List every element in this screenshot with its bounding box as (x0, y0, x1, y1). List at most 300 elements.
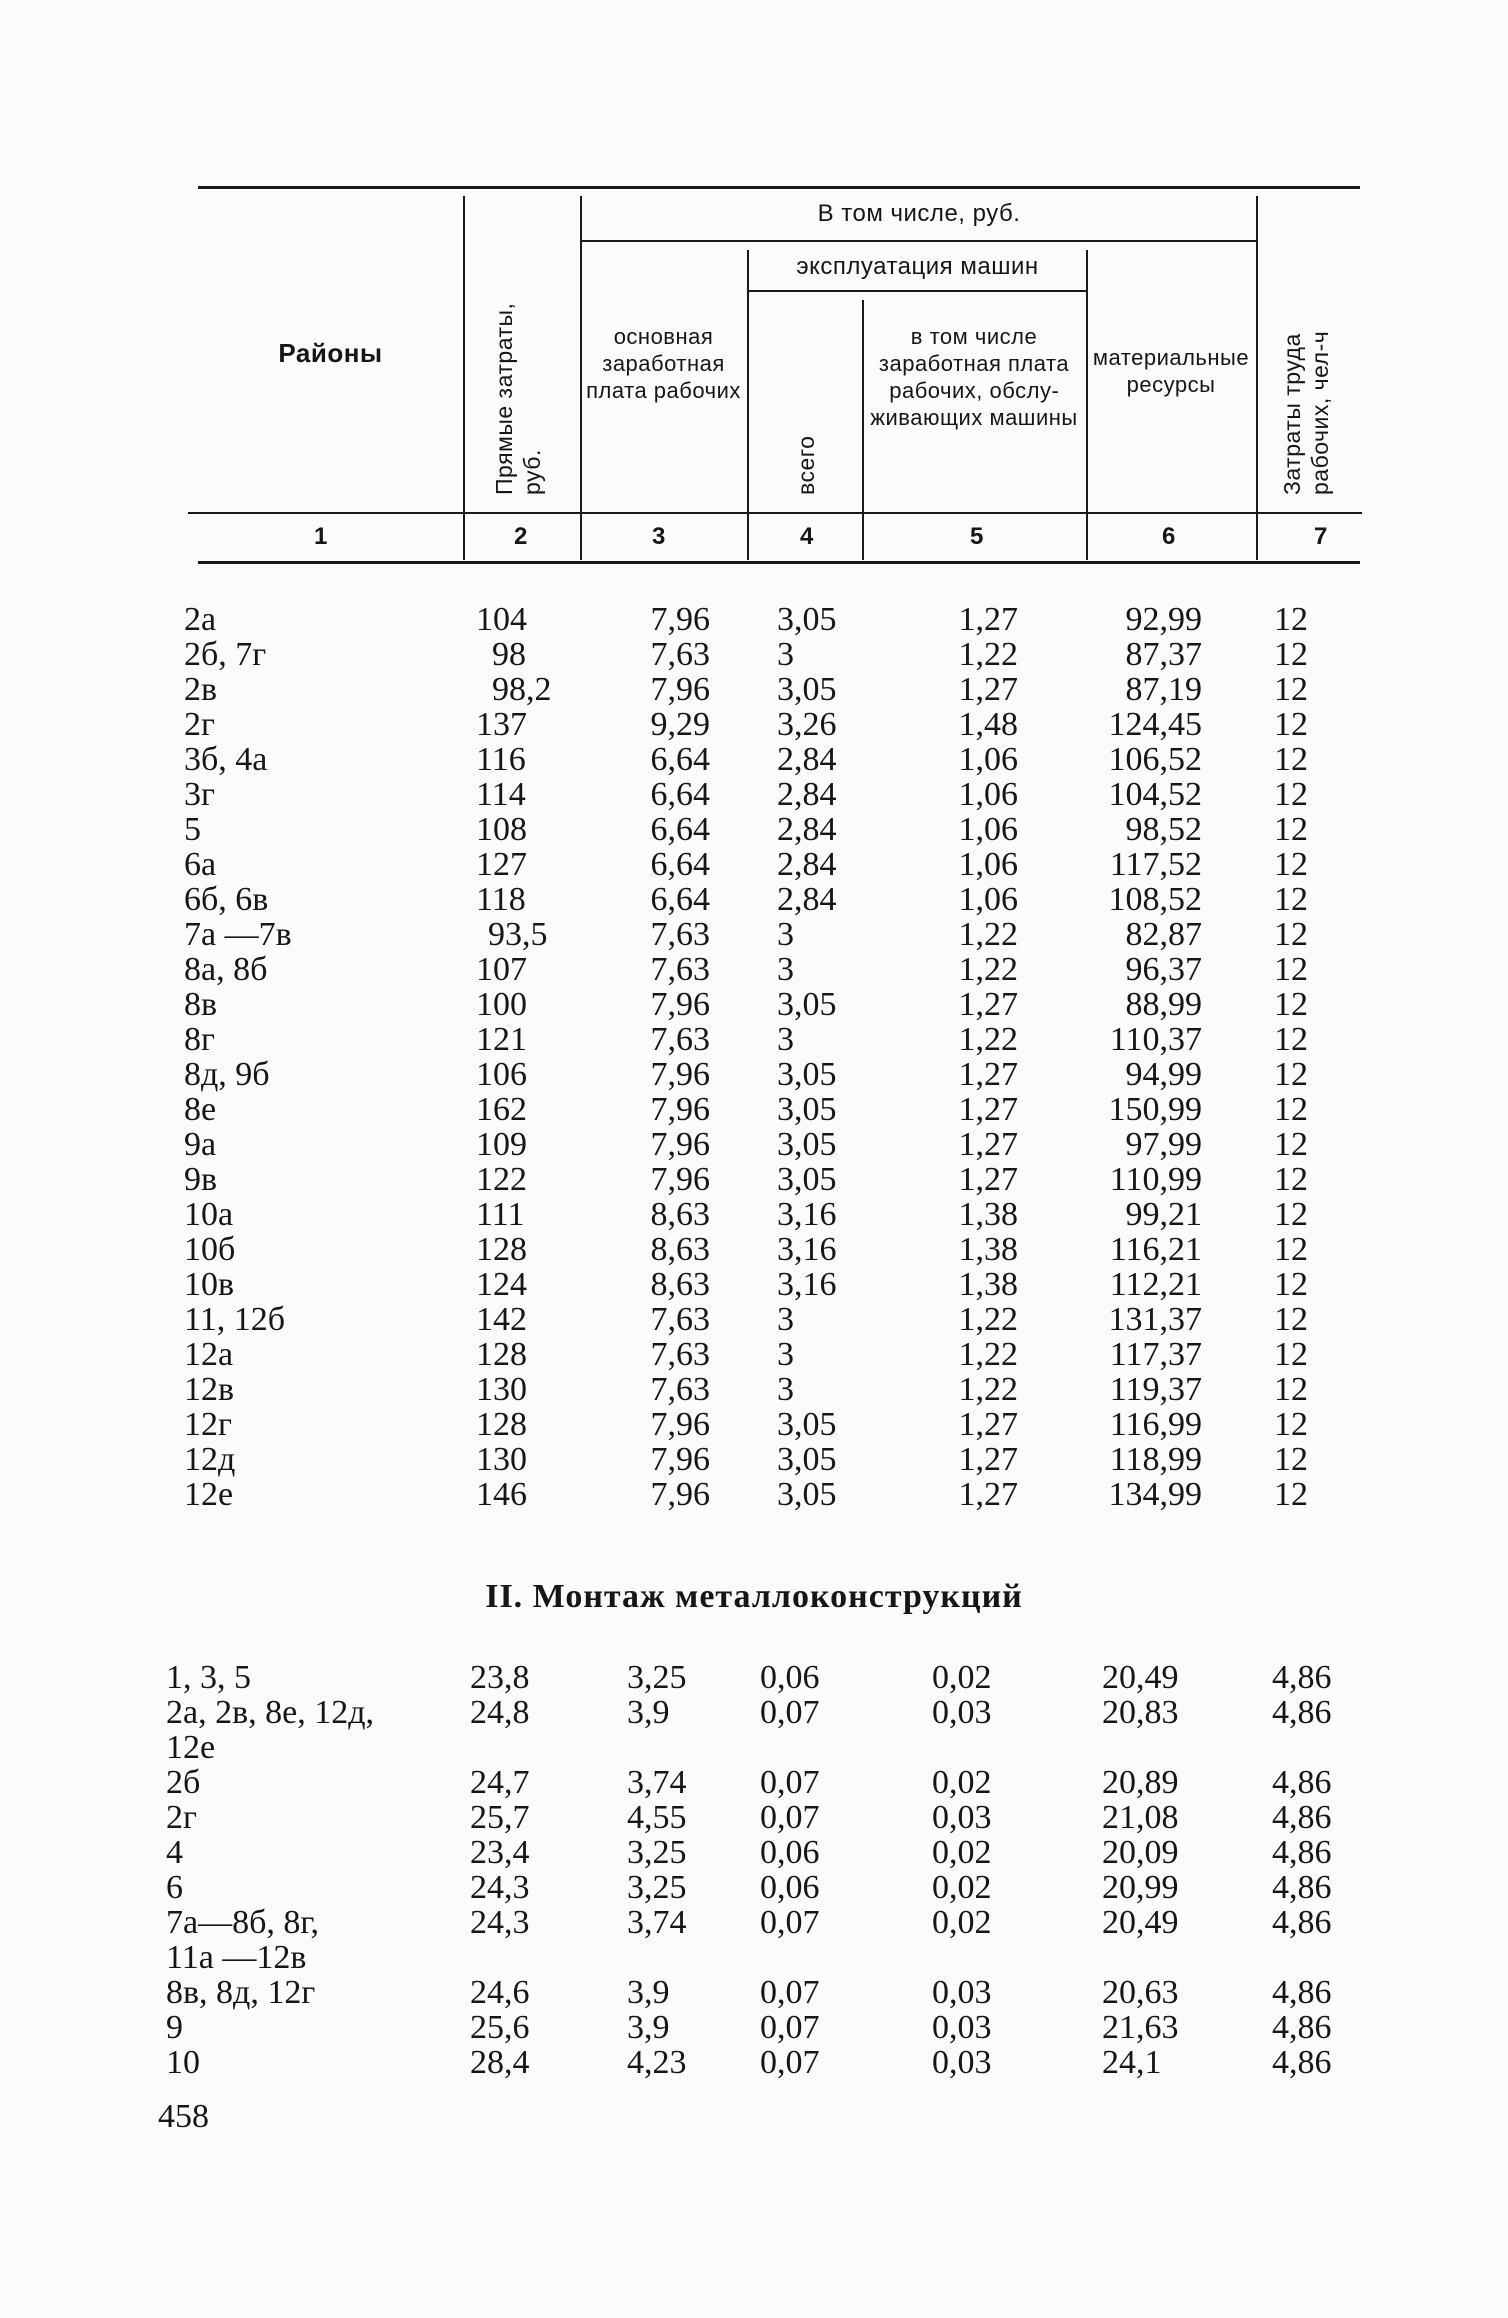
region-cell: 9а (184, 1126, 217, 1163)
header-incl: В том числе, руб. (817, 200, 1021, 227)
materials-cell: 92,99 (1125, 601, 1202, 638)
basic-wage-cell: 7,63 (650, 1371, 710, 1408)
labor-cell: 12 (1274, 1301, 1308, 1338)
table-row (0, 1730, 1508, 1765)
header-rule-machines (749, 290, 1086, 292)
direct-cost-cell: 28,4 (470, 2044, 530, 2081)
table-row (0, 1197, 1508, 1232)
table-row (0, 1372, 1508, 1407)
labor-cell: 4,86 (1272, 2009, 1332, 2046)
column-number: 4 (800, 523, 814, 550)
direct-cost-cell: 137 (476, 706, 527, 743)
materials-cell: 106,52 (1108, 741, 1202, 778)
labor-cell: 12 (1274, 1091, 1308, 1128)
labor-cell: 12 (1274, 1231, 1308, 1268)
labor-cell: 12 (1274, 916, 1308, 953)
labor-cell: 12 (1274, 1266, 1308, 1303)
table-row (0, 1092, 1508, 1127)
header-divider (1256, 196, 1258, 560)
region-cell: 11, 12б (184, 1301, 286, 1338)
table-row (0, 2010, 1508, 2045)
basic-wage-cell: 3,9 (627, 1974, 670, 2011)
table-row (0, 672, 1508, 707)
region-cell: 12г (184, 1406, 232, 1443)
table-row (0, 742, 1508, 777)
materials-cell: 87,37 (1125, 636, 1202, 673)
basic-wage-cell: 3,74 (627, 1904, 687, 1941)
region-cell: 2г (166, 1799, 197, 1836)
region-cell: 10в (184, 1266, 235, 1303)
basic-wage-cell: 3,25 (627, 1834, 687, 1871)
machines-wage-cell: 1,22 (958, 1336, 1018, 1373)
header-machines-wage: в том числе заработная плата рабочих, обслуживающих машины (870, 324, 1078, 430)
region-cell: 12д (184, 1441, 236, 1478)
machines-total-cell: 3,05 (777, 1091, 837, 1128)
table-row (0, 1660, 1508, 1695)
direct-cost-cell: 25,6 (470, 2009, 530, 2046)
basic-wage-cell: 3,9 (627, 1694, 670, 1731)
region-cell: 10 (166, 2044, 200, 2081)
machines-total-cell: 3,16 (777, 1231, 837, 1268)
machines-wage-cell: 0,02 (932, 1904, 992, 1941)
header-machines: эксплуатация машин (796, 253, 1039, 280)
basic-wage-cell: 7,96 (650, 1056, 710, 1093)
machines-total-cell: 3,16 (777, 1266, 837, 1303)
materials-cell: 110,99 (1109, 1161, 1202, 1198)
machines-total-cell: 3,05 (777, 1476, 837, 1513)
machines-wage-cell: 1,27 (958, 986, 1018, 1023)
materials-cell: 24,1 (1102, 2044, 1162, 2081)
basic-wage-cell: 7,96 (650, 671, 710, 708)
machines-wage-cell: 1,38 (958, 1231, 1018, 1268)
region-cell: 2а (184, 601, 217, 638)
header-divider (580, 196, 582, 560)
header-materials: материальные ресурсы (1092, 345, 1250, 397)
table-row (0, 952, 1508, 987)
region-cell: 9в (184, 1161, 218, 1198)
direct-cost-cell: 24,3 (470, 1869, 530, 1906)
materials-cell: 20,89 (1102, 1764, 1179, 1801)
labor-cell: 4,86 (1272, 2044, 1332, 2081)
direct-cost-cell: 23,8 (470, 1659, 530, 1696)
machines-total-cell: 3,05 (777, 601, 837, 638)
table-row (0, 637, 1508, 672)
table-row (0, 1975, 1508, 2010)
direct-cost-cell: 24,6 (470, 1974, 530, 2011)
machines-wage-cell: 1,27 (958, 1056, 1018, 1093)
machines-total-cell: 0,07 (760, 1694, 820, 1731)
machines-wage-cell: 0,02 (932, 1834, 992, 1871)
machines-total-cell: 3,05 (777, 671, 837, 708)
table-row (0, 917, 1508, 952)
labor-cell: 12 (1274, 986, 1308, 1023)
basic-wage-cell: 4,55 (627, 1799, 687, 1836)
basic-wage-cell: 9,29 (650, 706, 710, 743)
machines-wage-cell: 1,06 (958, 881, 1018, 918)
materials-cell: 87,19 (1125, 671, 1202, 708)
machines-total-cell: 3 (777, 1336, 794, 1373)
table-row (0, 987, 1508, 1022)
materials-cell: 150,99 (1108, 1091, 1202, 1128)
machines-wage-cell: 0,02 (932, 1659, 992, 1696)
direct-cost-cell: 100 (476, 986, 527, 1023)
region-cell: 12а (184, 1336, 234, 1373)
table-row (0, 1870, 1508, 1905)
materials-cell: 20,99 (1102, 1869, 1179, 1906)
region-cell: 3б, 4а (184, 741, 268, 778)
machines-total-cell: 0,06 (760, 1869, 820, 1906)
machines-total-cell: 3 (777, 916, 794, 953)
basic-wage-cell: 8,63 (650, 1196, 710, 1233)
table-row (0, 1835, 1508, 1870)
materials-cell: 117,37 (1109, 1336, 1202, 1373)
column-number: 1 (314, 523, 328, 550)
region-cell: 6 (166, 1869, 183, 1906)
direct-cost-cell: 98,2 (492, 671, 552, 708)
region-cell: 12е (166, 1729, 216, 1766)
machines-wage-cell: 0,02 (932, 1869, 992, 1906)
table-row (0, 882, 1508, 917)
labor-cell: 12 (1274, 881, 1308, 918)
materials-cell: 20,63 (1102, 1974, 1179, 2011)
machines-total-cell: 0,07 (760, 1904, 820, 1941)
header-basic-wage: основная заработная плата рабочих (586, 324, 741, 403)
table-row (0, 1022, 1508, 1057)
machines-wage-cell: 1,38 (958, 1196, 1018, 1233)
labor-cell: 12 (1274, 811, 1308, 848)
materials-cell: 20,09 (1102, 1834, 1179, 1871)
labor-cell: 4,86 (1272, 1764, 1332, 1801)
materials-cell: 20,83 (1102, 1694, 1179, 1731)
materials-cell: 117,52 (1109, 846, 1202, 883)
labor-cell: 12 (1274, 1056, 1308, 1093)
region-cell: 1, 3, 5 (166, 1659, 251, 1696)
direct-cost-cell: 116 (476, 741, 526, 778)
basic-wage-cell: 6,64 (650, 846, 710, 883)
table-row (0, 1302, 1508, 1337)
basic-wage-cell: 4,23 (627, 2044, 687, 2081)
region-cell: 7а —7в (184, 916, 292, 953)
direct-cost-cell: 108 (476, 811, 527, 848)
table-row (0, 812, 1508, 847)
materials-cell: 134,99 (1108, 1476, 1202, 1513)
table-row (0, 777, 1508, 812)
direct-cost-cell: 128 (476, 1336, 527, 1373)
materials-cell: 116,21 (1109, 1231, 1202, 1268)
region-cell: 2а, 2в, 8е, 12д, (166, 1694, 375, 1731)
materials-cell: 118,99 (1109, 1441, 1202, 1478)
labor-cell: 12 (1274, 1476, 1308, 1513)
materials-cell: 99,21 (1125, 1196, 1202, 1233)
direct-cost-cell: 114 (476, 776, 526, 813)
machines-wage-cell: 0,03 (932, 2009, 992, 2046)
machines-wage-cell: 0,03 (932, 1974, 992, 2011)
direct-cost-cell: 24,7 (470, 1764, 530, 1801)
table-row (0, 1477, 1508, 1512)
machines-total-cell: 0,07 (760, 2044, 820, 2081)
table-row (0, 1337, 1508, 1372)
basic-wage-cell: 6,64 (650, 776, 710, 813)
machines-wage-cell: 1,27 (958, 601, 1018, 638)
header-top-rule (198, 186, 1360, 189)
labor-cell: 12 (1274, 1406, 1308, 1443)
basic-wage-cell: 6,64 (650, 741, 710, 778)
direct-cost-cell: 162 (476, 1091, 527, 1128)
table-row (0, 707, 1508, 742)
table-row (0, 847, 1508, 882)
materials-cell: 124,45 (1108, 706, 1202, 743)
table-row (0, 1940, 1508, 1975)
labor-cell: 12 (1274, 846, 1308, 883)
labor-cell: 4,86 (1272, 1974, 1332, 2011)
basic-wage-cell: 3,74 (627, 1764, 687, 1801)
basic-wage-cell: 7,96 (650, 1441, 710, 1478)
materials-cell: 21,63 (1102, 2009, 1179, 2046)
labor-cell: 12 (1274, 636, 1308, 673)
machines-total-cell: 0,06 (760, 1659, 820, 1696)
machines-wage-cell: 1,06 (958, 741, 1018, 778)
region-cell: 2б, 7г (184, 636, 267, 673)
table-row (0, 602, 1508, 637)
labor-cell: 12 (1274, 1161, 1308, 1198)
region-cell: 12в (184, 1371, 235, 1408)
direct-cost-cell: 24,3 (470, 1904, 530, 1941)
table-row (0, 2045, 1508, 2080)
header-regions: Районы (278, 338, 383, 368)
table-row (0, 1695, 1508, 1730)
machines-total-cell: 0,07 (760, 1764, 820, 1801)
region-cell: 8а, 8б (184, 951, 268, 988)
labor-cell: 12 (1274, 601, 1308, 638)
labor-cell: 4,86 (1272, 1659, 1332, 1696)
table-row (0, 1162, 1508, 1197)
basic-wage-cell: 7,96 (650, 1161, 710, 1198)
materials-cell: 116,99 (1109, 1406, 1202, 1443)
machines-total-cell: 0,07 (760, 1974, 820, 2011)
table-row (0, 1765, 1508, 1800)
basic-wage-cell: 7,96 (650, 1091, 710, 1128)
region-cell: 12е (184, 1476, 234, 1513)
labor-cell: 12 (1274, 706, 1308, 743)
basic-wage-cell: 7,63 (650, 916, 710, 953)
materials-cell: 110,37 (1109, 1021, 1202, 1058)
machines-wage-cell: 1,22 (958, 916, 1018, 953)
page-number: 458 (158, 2098, 209, 2135)
materials-cell: 82,87 (1125, 916, 1202, 953)
direct-cost-cell: 23,4 (470, 1834, 530, 1871)
basic-wage-cell: 7,63 (650, 951, 710, 988)
basic-wage-cell: 7,63 (650, 1336, 710, 1373)
region-cell: 8е (184, 1091, 217, 1128)
direct-cost-cell: 107 (476, 951, 527, 988)
basic-wage-cell: 3,25 (627, 1869, 687, 1906)
table-row (0, 1057, 1508, 1092)
direct-cost-cell: 111 (476, 1196, 525, 1233)
machines-total-cell: 2,84 (777, 811, 837, 848)
labor-cell: 4,86 (1272, 1694, 1332, 1731)
machines-total-cell: 3 (777, 1301, 794, 1338)
direct-cost-cell: 93,5 (488, 916, 548, 953)
machines-wage-cell: 1,27 (958, 1441, 1018, 1478)
direct-cost-cell: 124 (476, 1266, 527, 1303)
basic-wage-cell: 7,96 (650, 1476, 710, 1513)
labor-cell: 12 (1274, 776, 1308, 813)
header-bottom-rule (188, 512, 1362, 514)
labor-cell: 12 (1274, 1021, 1308, 1058)
machines-wage-cell: 1,22 (958, 1301, 1018, 1338)
machines-total-cell: 3,05 (777, 1441, 837, 1478)
machines-wage-cell: 0,03 (932, 1799, 992, 1836)
header-divider (862, 300, 864, 560)
labor-cell: 12 (1274, 1336, 1308, 1373)
machines-total-cell: 3,26 (777, 706, 837, 743)
machines-wage-cell: 1,06 (958, 776, 1018, 813)
direct-cost-cell: 146 (476, 1476, 527, 1513)
machines-total-cell: 3,05 (777, 1161, 837, 1198)
direct-cost-cell: 142 (476, 1301, 527, 1338)
region-cell: 2в (184, 671, 218, 708)
machines-total-cell: 0,07 (760, 1799, 820, 1836)
machines-wage-cell: 1,06 (958, 811, 1018, 848)
machines-total-cell: 3 (777, 951, 794, 988)
materials-cell: 97,99 (1125, 1126, 1202, 1163)
machines-total-cell: 2,84 (777, 846, 837, 883)
column-number: 3 (652, 523, 666, 550)
region-cell: 3г (184, 776, 215, 813)
machines-wage-cell: 1,22 (958, 1371, 1018, 1408)
materials-cell: 88,99 (1125, 986, 1202, 1023)
direct-cost-cell: 106 (476, 1056, 527, 1093)
basic-wage-cell: 8,63 (650, 1231, 710, 1268)
direct-cost-cell: 128 (476, 1406, 527, 1443)
basic-wage-cell: 8,63 (650, 1266, 710, 1303)
materials-cell: 112,21 (1109, 1266, 1202, 1303)
direct-cost-cell: 24,8 (470, 1694, 530, 1731)
table-row (0, 1267, 1508, 1302)
machines-wage-cell: 0,02 (932, 1764, 992, 1801)
machines-wage-cell: 0,03 (932, 2044, 992, 2081)
machines-total-cell: 3,05 (777, 1126, 837, 1163)
region-cell: 6б, 6в (184, 881, 269, 918)
machines-total-cell: 3,16 (777, 1196, 837, 1233)
direct-cost-cell: 130 (476, 1441, 527, 1478)
region-cell: 2г (184, 706, 215, 743)
region-cell: 11а —12в (166, 1939, 307, 1976)
labor-cell: 4,86 (1272, 1904, 1332, 1941)
column-number: 7 (1314, 523, 1328, 550)
machines-total-cell: 2,84 (777, 776, 837, 813)
machines-total-cell: 2,84 (777, 881, 837, 918)
direct-cost-cell: 127 (476, 846, 527, 883)
header-labor: Затраты труда рабочих, чел-ч (1279, 330, 1333, 495)
region-cell: 8в (184, 986, 218, 1023)
labor-cell: 12 (1274, 1371, 1308, 1408)
table-row (0, 1407, 1508, 1442)
column-number: 5 (970, 523, 984, 550)
labor-cell: 12 (1274, 1441, 1308, 1478)
labor-cell: 12 (1274, 1196, 1308, 1233)
region-cell: 5 (184, 811, 201, 848)
table-row (0, 1800, 1508, 1835)
machines-wage-cell: 1,27 (958, 1476, 1018, 1513)
materials-cell: 20,49 (1102, 1904, 1179, 1941)
header-rule-incl (582, 240, 1256, 242)
machines-total-cell: 0,07 (760, 2009, 820, 2046)
table-row (0, 1442, 1508, 1477)
region-cell: 10б (184, 1231, 236, 1268)
materials-cell: 94,99 (1125, 1056, 1202, 1093)
basic-wage-cell: 7,96 (650, 1406, 710, 1443)
machines-wage-cell: 1,48 (958, 706, 1018, 743)
header-machines-total: всего (793, 435, 819, 495)
direct-cost-cell: 109 (476, 1126, 527, 1163)
basic-wage-cell: 7,63 (650, 1021, 710, 1058)
labor-cell: 4,86 (1272, 1869, 1332, 1906)
labor-cell: 12 (1274, 671, 1308, 708)
direct-cost-cell: 122 (476, 1161, 527, 1198)
basic-wage-cell: 7,96 (650, 1126, 710, 1163)
machines-wage-cell: 1,27 (958, 1091, 1018, 1128)
column-number: 6 (1162, 523, 1176, 550)
direct-cost-cell: 25,7 (470, 1799, 530, 1836)
basic-wage-cell: 7,96 (650, 601, 710, 638)
labor-cell: 12 (1274, 741, 1308, 778)
materials-cell: 96,37 (1125, 951, 1202, 988)
materials-cell: 119,37 (1109, 1371, 1202, 1408)
machines-total-cell: 2,84 (777, 741, 837, 778)
region-cell: 8в, 8д, 12г (166, 1974, 316, 2011)
region-cell: 8д, 9б (184, 1056, 270, 1093)
direct-cost-cell: 104 (476, 601, 527, 638)
machines-wage-cell: 1,27 (958, 1126, 1018, 1163)
region-cell: 10а (184, 1196, 234, 1233)
machines-total-cell: 3,05 (777, 1406, 837, 1443)
materials-cell: 131,37 (1108, 1301, 1202, 1338)
materials-cell: 21,08 (1102, 1799, 1179, 1836)
region-cell: 6а (184, 846, 217, 883)
machines-wage-cell: 1,38 (958, 1266, 1018, 1303)
table-top-rule (198, 561, 1360, 564)
basic-wage-cell: 3,25 (627, 1659, 687, 1696)
basic-wage-cell: 7,63 (650, 1301, 710, 1338)
direct-cost-cell: 121 (476, 1021, 527, 1058)
labor-cell: 4,86 (1272, 1834, 1332, 1871)
section-title: II. Монтаж металлоконструкций (485, 1578, 1023, 1615)
direct-cost-cell: 128 (476, 1231, 527, 1268)
header-direct-costs: Прямые затраты, руб. (491, 302, 545, 495)
materials-cell: 20,49 (1102, 1659, 1179, 1696)
basic-wage-cell: 3,9 (627, 2009, 670, 2046)
machines-wage-cell: 1,22 (958, 1021, 1018, 1058)
machines-total-cell: 3 (777, 1371, 794, 1408)
machines-wage-cell: 1,06 (958, 846, 1018, 883)
table-row (0, 1232, 1508, 1267)
machines-wage-cell: 0,03 (932, 1694, 992, 1731)
labor-cell: 12 (1274, 1126, 1308, 1163)
direct-cost-cell: 130 (476, 1371, 527, 1408)
materials-cell: 104,52 (1108, 776, 1202, 813)
machines-total-cell: 3,05 (777, 1056, 837, 1093)
machines-wage-cell: 1,27 (958, 1161, 1018, 1198)
basic-wage-cell: 6,64 (650, 811, 710, 848)
region-cell: 2б (166, 1764, 201, 1801)
column-number: 2 (514, 523, 528, 550)
region-cell: 9 (166, 2009, 183, 2046)
labor-cell: 4,86 (1272, 1799, 1332, 1836)
machines-total-cell: 0,06 (760, 1834, 820, 1871)
basic-wage-cell: 7,63 (650, 636, 710, 673)
machines-total-cell: 3 (777, 636, 794, 673)
